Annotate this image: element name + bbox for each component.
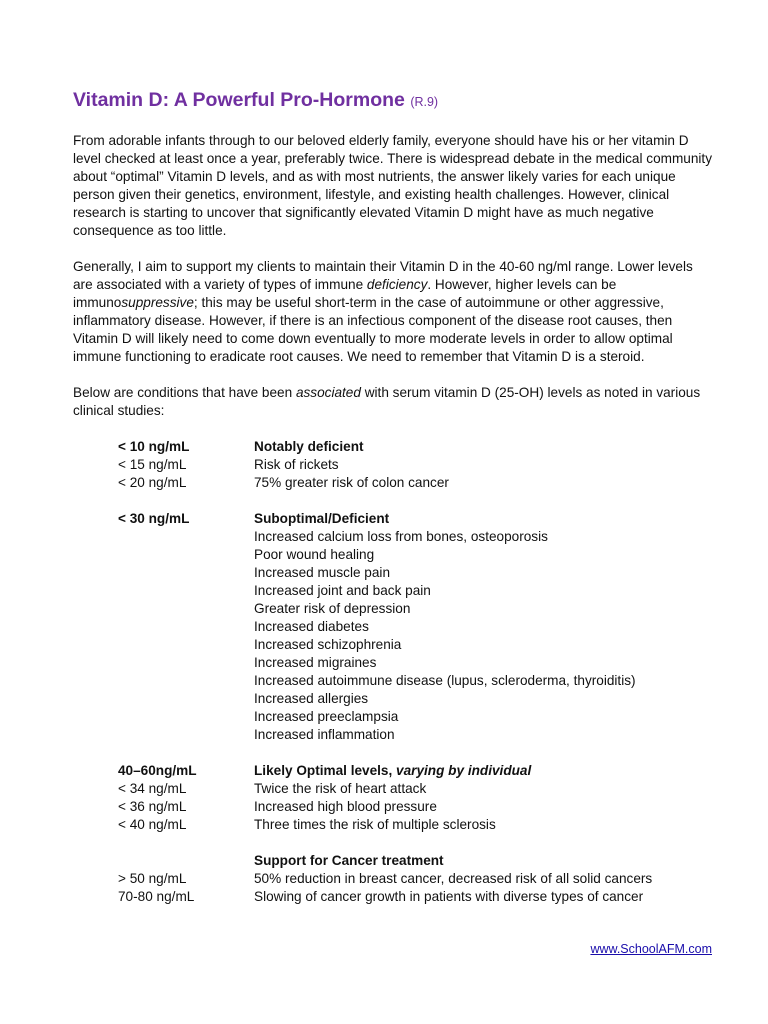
condition-label: Increased joint and back pain [254, 583, 431, 598]
condition-row [118, 618, 713, 636]
conditions-intro-paragraph: Below are conditions that have been associated with serum vitamin D (25-OH) levels as noted in various clinical studies: [73, 385, 701, 418]
document-page [73, 86, 713, 924]
conditions-table [118, 438, 713, 906]
range-paragraph: Generally, I aim to support my clients to maintain their Vitamin D in the 40-60 ng/ml range. Lower levels are associated with a variety of types of immune deficiency. However, higher levels can be immunosuppressive; this may be useful short-term in the case of autoimmune or other aggressive, inflammatory disease. However, if there is an infectious component of the disease root causes, then Vitamin D will likely need to come down eventually to more moderate levels in order to allow optimal immune functioning to eradicate root causes. We need to remember that Vitamin D is a steroid. [73, 259, 693, 364]
level-label: < 20 ng/mL [118, 475, 187, 490]
website-link[interactable]: www.SchoolAFM.com [590, 942, 712, 956]
condition-label: Slowing of cancer growth in patients with diverse types of cancer [254, 889, 644, 904]
condition-row [118, 528, 713, 546]
group-header [118, 438, 713, 456]
condition-label: Increased migraines [254, 655, 377, 670]
level-label: < 34 ng/mL [118, 781, 187, 796]
group-suboptimal [118, 510, 713, 744]
condition-row [118, 690, 713, 708]
condition-row [118, 546, 713, 564]
level-label: < 36 ng/mL [118, 799, 187, 814]
condition-label: Increased autoimmune disease (lupus, scleroderma, thyroiditis) [254, 673, 636, 688]
condition-label: Likely Optimal levels, varying by individual [254, 763, 532, 778]
group-header [118, 762, 713, 780]
level-label: 70-80 ng/mL [118, 889, 195, 904]
condition-label: Increased inflammation [254, 727, 395, 742]
title-text: Vitamin D: A Powerful Pro-Hormone [73, 89, 405, 111]
condition-label: Increased allergies [254, 691, 369, 706]
level-label: > 50 ng/mL [118, 871, 187, 886]
condition-row [118, 816, 713, 834]
condition-row [118, 654, 713, 672]
condition-label: 50% reduction in breast cancer, decreased risk of all solid cancers [254, 871, 653, 886]
condition-label: Risk of rickets [254, 457, 339, 472]
condition-label: Notably deficient [254, 439, 364, 454]
level-label: < 40 ng/mL [118, 817, 187, 832]
condition-row [118, 564, 713, 582]
page-title [73, 86, 713, 116]
condition-row [118, 600, 713, 618]
condition-label: Increased high blood pressure [254, 799, 437, 814]
condition-label: Greater risk of depression [254, 601, 411, 616]
condition-label: Increased muscle pain [254, 565, 391, 580]
condition-row [118, 582, 713, 600]
group-cancer-treatment [118, 852, 713, 906]
condition-row [118, 798, 713, 816]
condition-row [118, 870, 713, 888]
condition-row [118, 888, 713, 906]
condition-label: Increased schizophrenia [254, 637, 402, 652]
title-reference: (R.9) [410, 95, 439, 109]
condition-label: Twice the risk of heart attack [254, 781, 427, 796]
condition-row [118, 708, 713, 726]
group-header [118, 510, 713, 528]
level-label: 40–60ng/mL [118, 763, 197, 778]
condition-label: Increased diabetes [254, 619, 369, 634]
condition-row [118, 726, 713, 744]
condition-row [118, 474, 713, 492]
level-label: < 10 ng/mL [118, 439, 190, 454]
condition-label: Support for Cancer treatment [254, 853, 444, 868]
group-notably-deficient [118, 438, 713, 492]
condition-label: 75% greater risk of colon cancer [254, 475, 449, 490]
intro-paragraph: From adorable infants through to our beloved elderly family, everyone should have his or her vitamin D level checked at least once a year, preferably twice. There is widespread debate in the medical community about “optimal” Vitamin D levels, and as with most nutrients, the answer likely varies for each unique person given their genetics, environment, lifestyle, and existing health challenges. However, clinical research is starting to uncover that significantly elevated Vitamin D might have as much negative consequence as too little. [73, 133, 712, 238]
condition-label: Suboptimal/Deficient [254, 511, 390, 526]
level-label: < 15 ng/mL [118, 457, 187, 472]
condition-label: Increased preeclampsia [254, 709, 399, 724]
condition-row [118, 780, 713, 798]
condition-row [118, 636, 713, 654]
group-header [118, 852, 713, 870]
condition-label: Increased calcium loss from bones, osteoporosis [254, 529, 548, 544]
level-label: < 30 ng/mL [118, 511, 190, 526]
condition-label: Poor wound healing [254, 547, 375, 562]
condition-row [118, 672, 713, 690]
group-optimal [118, 762, 713, 834]
condition-label: Three times the risk of multiple sclerosis [254, 817, 496, 832]
condition-row [118, 456, 713, 474]
